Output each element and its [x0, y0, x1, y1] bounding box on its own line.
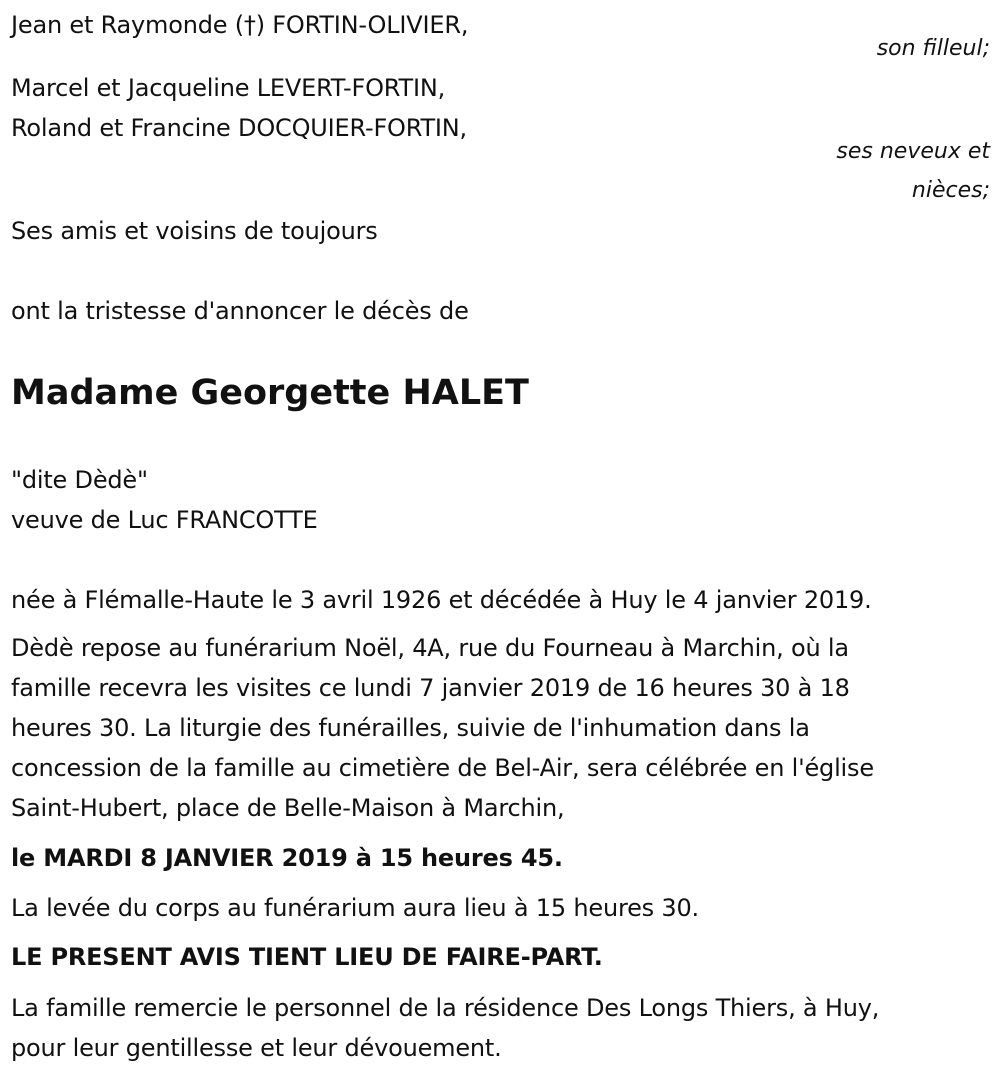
- thanks-line: pour leur gentillesse et leur dévouement.: [11, 1034, 502, 1062]
- details-line: heures 30. La liturgie des funérailles, suivie de l'inhumation dans la: [11, 714, 810, 742]
- announcement-text: ont la tristesse d'annoncer le décès de: [11, 297, 469, 325]
- role-nieces: nièces;: [911, 178, 990, 203]
- role-son-filleul: son filleul;: [876, 36, 990, 61]
- details-line: Saint-Hubert, place de Belle-Maison à Marchin,: [11, 794, 565, 822]
- family-line-levert-fortin: Marcel et Jacqueline LEVERT-FORTIN,: [11, 74, 446, 102]
- details-line: concession de la famille au cimetière de Bel-Air, sera célébrée en l'église: [11, 754, 874, 782]
- family-line-amis: Ses amis et voisins de toujours: [11, 217, 378, 245]
- deceased-nickname: "dite Dèdè": [11, 466, 148, 494]
- role-neveux: ses neveux et: [836, 139, 990, 164]
- ceremony-date: le MARDI 8 JANVIER 2019 à 15 heures 45.: [11, 844, 563, 872]
- levee-line: La levée du corps au funérarium aura lieu à 15 heures 30.: [11, 894, 699, 922]
- deceased-name: Madame Georgette HALET: [11, 373, 529, 413]
- family-line-docquier-fortin: Roland et Francine DOCQUIER-FORTIN,: [11, 114, 467, 142]
- deceased-widow-of: veuve de Luc FRANCOTTE: [11, 506, 318, 534]
- details-line: Dèdè repose au funérarium Noël, 4A, rue du Fourneau à Marchin, où la: [11, 634, 849, 662]
- faire-part-notice: LE PRESENT AVIS TIENT LIEU DE FAIRE-PART.: [11, 943, 603, 971]
- birth-death-line: née à Flémalle-Haute le 3 avril 1926 et décédée à Huy le 4 janvier 2019.: [11, 586, 872, 614]
- family-line-fortin-olivier: Jean et Raymonde (†) FORTIN-OLIVIER,: [11, 11, 469, 39]
- details-line: famille recevra les visites ce lundi 7 janvier 2019 de 16 heures 30 à 18: [11, 674, 850, 702]
- thanks-line: La famille remercie le personnel de la résidence Des Longs Thiers, à Huy,: [11, 994, 880, 1022]
